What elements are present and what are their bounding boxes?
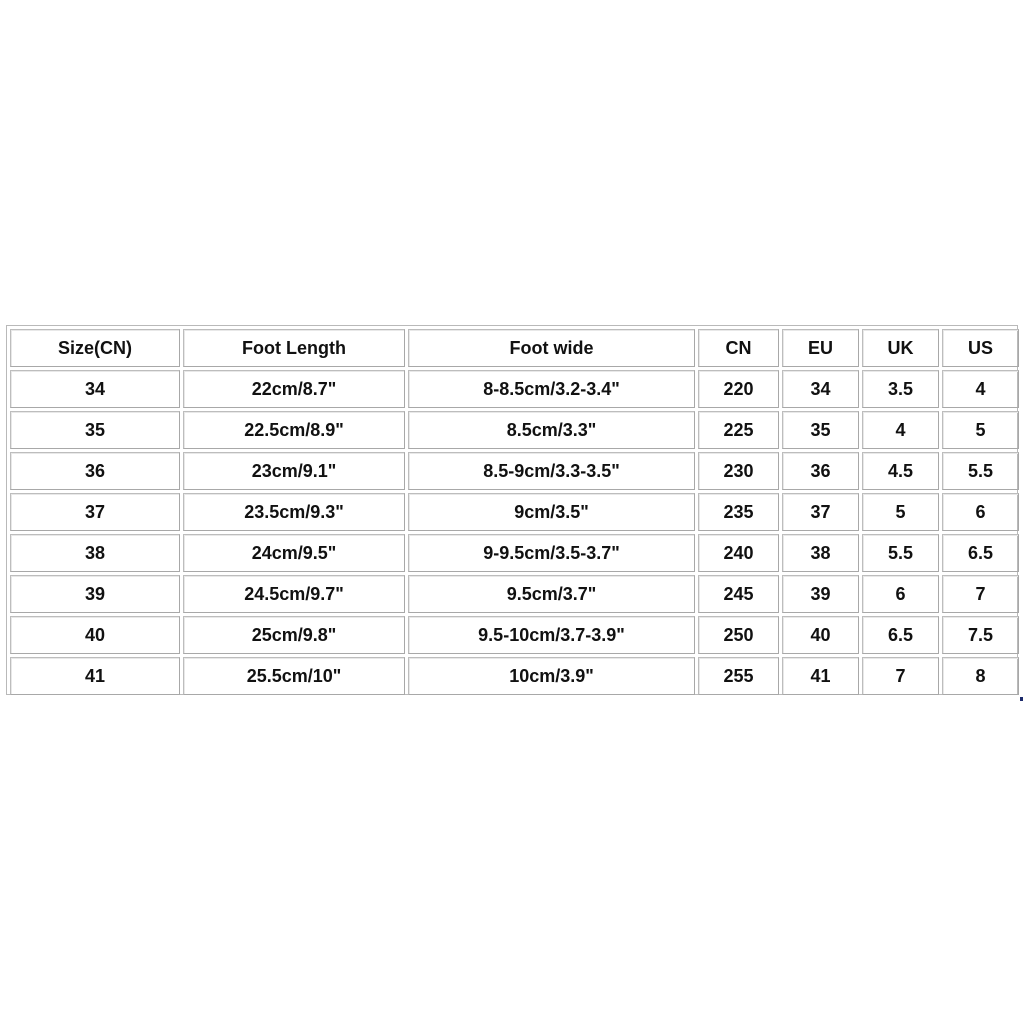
cell-foot-wide: 9.5cm/3.7" <box>408 575 695 613</box>
cell-uk: 4.5 <box>862 452 939 490</box>
cell-us: 5 <box>942 411 1019 449</box>
header-foot-wide: Foot wide <box>408 329 695 367</box>
cell-foot-wide: 8-8.5cm/3.2-3.4" <box>408 370 695 408</box>
cell-size-cn: 36 <box>10 452 180 490</box>
header-us: US <box>942 329 1019 367</box>
table-row <box>10 575 1019 613</box>
cell-cn: 225 <box>698 411 779 449</box>
cell-cn: 230 <box>698 452 779 490</box>
cell-foot-length: 23.5cm/9.3" <box>183 493 405 531</box>
cell-eu: 37 <box>782 493 859 531</box>
cell-uk: 5.5 <box>862 534 939 572</box>
cell-eu: 38 <box>782 534 859 572</box>
cell-us: 6.5 <box>942 534 1019 572</box>
cell-us: 5.5 <box>942 452 1019 490</box>
cell-foot-length: 22.5cm/8.9" <box>183 411 405 449</box>
table-row <box>10 657 1019 695</box>
cell-uk: 6.5 <box>862 616 939 654</box>
cell-cn: 235 <box>698 493 779 531</box>
cell-cn: 255 <box>698 657 779 695</box>
edge-mark <box>1020 697 1023 701</box>
table-row <box>10 493 1019 531</box>
header-size-cn: Size(CN) <box>10 329 180 367</box>
cell-eu: 36 <box>782 452 859 490</box>
cell-size-cn: 38 <box>10 534 180 572</box>
cell-foot-wide: 9cm/3.5" <box>408 493 695 531</box>
header-foot-length: Foot Length <box>183 329 405 367</box>
cell-foot-wide: 8.5cm/3.3" <box>408 411 695 449</box>
cell-size-cn: 39 <box>10 575 180 613</box>
size-chart-table <box>7 326 1022 698</box>
cell-size-cn: 37 <box>10 493 180 531</box>
cell-foot-wide: 10cm/3.9" <box>408 657 695 695</box>
cell-us: 6 <box>942 493 1019 531</box>
cell-us: 4 <box>942 370 1019 408</box>
cell-eu: 40 <box>782 616 859 654</box>
header-uk: UK <box>862 329 939 367</box>
cell-foot-length: 24.5cm/9.7" <box>183 575 405 613</box>
table-row <box>10 534 1019 572</box>
cell-eu: 41 <box>782 657 859 695</box>
cell-foot-length: 25.5cm/10" <box>183 657 405 695</box>
cell-foot-wide: 9-9.5cm/3.5-3.7" <box>408 534 695 572</box>
cell-uk: 3.5 <box>862 370 939 408</box>
cell-size-cn: 40 <box>10 616 180 654</box>
table-row <box>10 411 1019 449</box>
cell-foot-length: 22cm/8.7" <box>183 370 405 408</box>
cell-eu: 34 <box>782 370 859 408</box>
cell-us: 7 <box>942 575 1019 613</box>
cell-size-cn: 41 <box>10 657 180 695</box>
cell-uk: 5 <box>862 493 939 531</box>
table-row <box>10 616 1019 654</box>
cell-eu: 35 <box>782 411 859 449</box>
cell-foot-wide: 8.5-9cm/3.3-3.5" <box>408 452 695 490</box>
cell-cn: 245 <box>698 575 779 613</box>
cell-us: 7.5 <box>942 616 1019 654</box>
cell-foot-wide: 9.5-10cm/3.7-3.9" <box>408 616 695 654</box>
cell-foot-length: 23cm/9.1" <box>183 452 405 490</box>
cell-size-cn: 34 <box>10 370 180 408</box>
cell-cn: 220 <box>698 370 779 408</box>
header-cn: CN <box>698 329 779 367</box>
cell-us: 8 <box>942 657 1019 695</box>
table-row <box>10 452 1019 490</box>
header-row <box>10 329 1019 367</box>
cell-uk: 4 <box>862 411 939 449</box>
header-eu: EU <box>782 329 859 367</box>
cell-eu: 39 <box>782 575 859 613</box>
cell-size-cn: 35 <box>10 411 180 449</box>
cell-uk: 7 <box>862 657 939 695</box>
cell-cn: 240 <box>698 534 779 572</box>
table-row <box>10 370 1019 408</box>
size-chart <box>6 325 1018 695</box>
cell-foot-length: 25cm/9.8" <box>183 616 405 654</box>
cell-foot-length: 24cm/9.5" <box>183 534 405 572</box>
cell-cn: 250 <box>698 616 779 654</box>
cell-uk: 6 <box>862 575 939 613</box>
